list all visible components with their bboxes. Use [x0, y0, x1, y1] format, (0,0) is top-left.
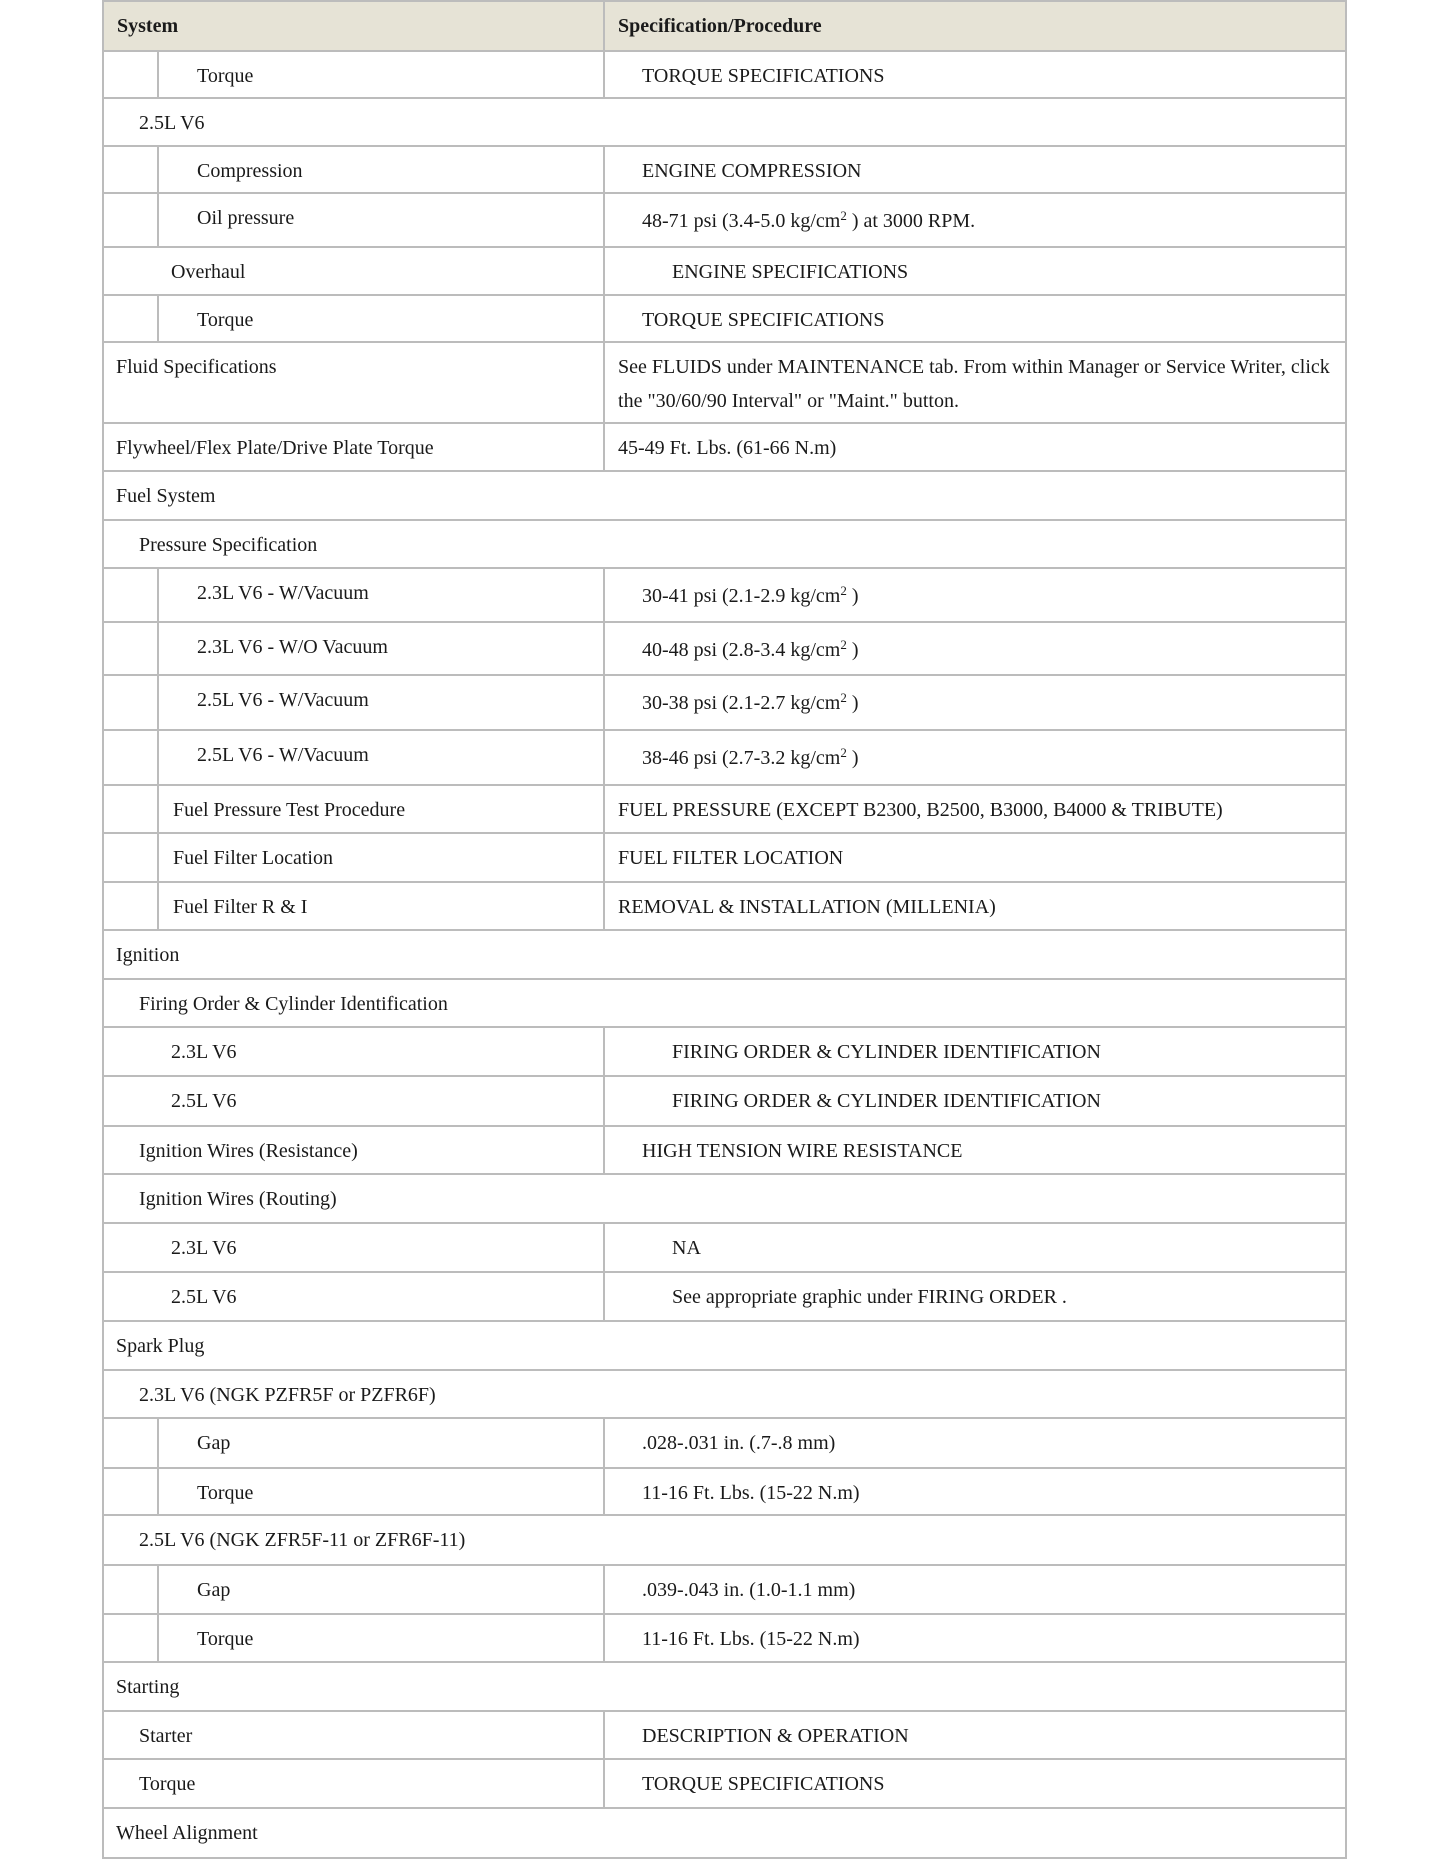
specification-cell	[604, 730, 1346, 785]
system-label: 2.3L V6 - W/O Vacuum	[197, 636, 388, 658]
system-label: Ignition	[116, 944, 180, 966]
system-label: Gap	[197, 1432, 231, 1454]
table-row	[103, 423, 1346, 471]
system-cell	[103, 1515, 1346, 1565]
table-row	[103, 568, 1346, 622]
system-cell	[103, 930, 1346, 979]
system-cell	[103, 1223, 604, 1272]
system-label: Torque	[197, 1628, 254, 1650]
spec-text: 45-49 Ft. Lbs. (61-66 N.m)	[618, 437, 837, 459]
specification-cell	[604, 1614, 1346, 1662]
system-label: Pressure Specification	[139, 534, 318, 556]
system-cell	[103, 1370, 1346, 1418]
indent-cell	[103, 730, 158, 785]
system-cell	[103, 1126, 604, 1174]
spec-text: 40-48 psi (2.8-3.4 kg/cm	[642, 639, 841, 661]
specification-cell	[604, 1565, 1346, 1614]
table-row	[103, 1565, 1346, 1614]
spec-text-suffix: )	[846, 585, 859, 607]
specification-cell	[604, 675, 1346, 730]
specification-cell	[604, 193, 1346, 247]
superscript: 2	[840, 208, 847, 223]
table-row	[103, 520, 1346, 568]
system-cell	[103, 1662, 1346, 1711]
table-row	[103, 1515, 1346, 1565]
spec-text: FIRING ORDER & CYLINDER IDENTIFICATION	[672, 1090, 1101, 1112]
spec-text: REMOVAL & INSTALLATION (MILLENIA)	[618, 896, 996, 918]
system-label: Fuel Pressure Test Procedure	[173, 799, 406, 821]
spec-text: FUEL FILTER LOCATION	[618, 847, 844, 869]
system-label: Torque	[139, 1773, 196, 1795]
spec-text: See FLUIDS under MAINTENANCE tab. From within Manager or Service Writer, click the "30/60/90 Interval" or "Maint." button.	[618, 356, 1330, 412]
system-cell	[158, 730, 604, 785]
specification-cell	[604, 1272, 1346, 1321]
indent-cell	[103, 785, 158, 833]
system-label: Overhaul	[171, 261, 246, 283]
spec-text: 38-46 psi (2.7-3.2 kg/cm	[642, 747, 841, 769]
system-label: 2.3L V6	[171, 1041, 237, 1063]
superscript: 2	[840, 583, 847, 598]
system-cell	[158, 1614, 604, 1662]
spec-text: .039-.043 in. (1.0-1.1 mm)	[642, 1579, 856, 1601]
spec-text: NA	[672, 1237, 701, 1259]
spec-text-suffix: )	[846, 639, 859, 661]
system-cell	[158, 295, 604, 342]
specification-table	[102, 0, 1347, 1859]
specification-cell	[604, 423, 1346, 471]
table-row	[103, 471, 1346, 520]
spec-text: See appropriate graphic under FIRING ORDER .	[672, 1286, 1067, 1308]
system-cell	[103, 98, 1346, 146]
table-row	[103, 675, 1346, 730]
system-label: Starter	[139, 1725, 193, 1747]
table-row	[103, 1272, 1346, 1321]
table-row	[103, 1076, 1346, 1126]
table-row	[103, 979, 1346, 1027]
system-cell	[103, 471, 1346, 520]
table-row	[103, 193, 1346, 247]
specification-cell	[604, 622, 1346, 675]
system-column-header: System	[103, 1, 604, 51]
table-row	[103, 785, 1346, 833]
superscript: 2	[840, 745, 847, 760]
specification-cell	[604, 295, 1346, 342]
system-cell	[158, 785, 604, 833]
indent-cell	[103, 833, 158, 882]
spec-text-suffix: )	[846, 692, 859, 714]
spec-text: ENGINE COMPRESSION	[642, 160, 862, 182]
system-cell	[158, 51, 604, 98]
specification-cell	[604, 568, 1346, 622]
system-cell	[103, 342, 604, 423]
system-cell	[103, 1272, 604, 1321]
system-cell	[103, 1711, 604, 1759]
table-row	[103, 1614, 1346, 1662]
specification-cell	[604, 146, 1346, 193]
system-label: 2.3L V6	[171, 1237, 237, 1259]
system-cell	[103, 1808, 1346, 1858]
table-row	[103, 622, 1346, 675]
spec-text: 11-16 Ft. Lbs. (15-22 N.m)	[642, 1482, 860, 1504]
system-cell	[158, 675, 604, 730]
system-label: Fuel Filter R & I	[173, 896, 308, 918]
table-row	[103, 1418, 1346, 1468]
system-cell	[158, 622, 604, 675]
table-row	[103, 342, 1346, 423]
system-label: 2.5L V6	[171, 1286, 237, 1308]
system-label: 2.3L V6 (NGK PZFR5F or PZFR6F)	[139, 1384, 436, 1406]
system-label: Compression	[197, 160, 303, 182]
specification-cell	[604, 51, 1346, 98]
indent-cell	[103, 568, 158, 622]
system-label: Flywheel/Flex Plate/Drive Plate Torque	[116, 437, 434, 459]
system-label: 2.5L V6	[171, 1090, 237, 1112]
system-cell	[158, 833, 604, 882]
table-row	[103, 882, 1346, 930]
specification-cell	[604, 833, 1346, 882]
system-label: Torque	[197, 309, 254, 331]
system-label: Firing Order & Cylinder Identification	[139, 993, 448, 1015]
specification-cell	[604, 1468, 1346, 1515]
spec-text: TORQUE SPECIFICATIONS	[642, 309, 885, 331]
table-row	[103, 295, 1346, 342]
table-body	[103, 51, 1346, 1858]
spec-text: .028-.031 in. (.7-.8 mm)	[642, 1432, 836, 1454]
indent-cell	[103, 146, 158, 193]
table-row	[103, 1027, 1346, 1076]
system-cell	[103, 1759, 604, 1808]
specification-cell	[604, 882, 1346, 930]
specification-column-header: Specification/Procedure	[604, 1, 1346, 51]
system-cell	[158, 1468, 604, 1515]
specification-cell	[604, 1759, 1346, 1808]
indent-cell	[103, 1468, 158, 1515]
table-row	[103, 833, 1346, 882]
specification-cell	[604, 1027, 1346, 1076]
spec-text: FIRING ORDER & CYLINDER IDENTIFICATION	[672, 1041, 1101, 1063]
spec-text: 30-38 psi (2.1-2.7 kg/cm	[642, 692, 841, 714]
system-cell	[158, 882, 604, 930]
table-row	[103, 1126, 1346, 1174]
specification-cell	[604, 247, 1346, 295]
indent-cell	[103, 1418, 158, 1468]
system-label: 2.5L V6	[139, 112, 205, 134]
spec-text: 11-16 Ft. Lbs. (15-22 N.m)	[642, 1628, 860, 1650]
system-label: Fuel System	[116, 485, 216, 507]
specification-cell	[604, 785, 1346, 833]
indent-cell	[103, 622, 158, 675]
spec-text: DESCRIPTION & OPERATION	[642, 1725, 909, 1747]
system-cell	[103, 423, 604, 471]
indent-cell	[103, 675, 158, 730]
table-row	[103, 730, 1346, 785]
table-row	[103, 247, 1346, 295]
system-label: Wheel Alignment	[116, 1822, 258, 1844]
table-row	[103, 1223, 1346, 1272]
indent-cell	[103, 882, 158, 930]
system-cell	[158, 1418, 604, 1468]
indent-cell	[103, 295, 158, 342]
table-row	[103, 1370, 1346, 1418]
spec-text-suffix: )	[846, 747, 859, 769]
spec-text-suffix: ) at 3000 RPM.	[846, 210, 976, 232]
system-label: Torque	[197, 1482, 254, 1504]
superscript: 2	[840, 690, 847, 705]
system-cell	[158, 146, 604, 193]
system-cell	[103, 1076, 604, 1126]
system-cell	[103, 979, 1346, 1027]
table-row	[103, 146, 1346, 193]
system-label: 2.5L V6 (NGK ZFR5F-11 or ZFR6F-11)	[139, 1529, 466, 1551]
system-label: Gap	[197, 1579, 231, 1601]
table-row	[103, 1321, 1346, 1370]
spec-text: HIGH TENSION WIRE RESISTANCE	[642, 1140, 963, 1162]
table-row	[103, 1808, 1346, 1858]
system-label: Starting	[116, 1676, 180, 1698]
indent-cell	[103, 193, 158, 247]
system-label: Fuel Filter Location	[173, 847, 333, 869]
table-row	[103, 930, 1346, 979]
specification-cell	[604, 1711, 1346, 1759]
system-label: 2.5L V6 - W/Vacuum	[197, 689, 369, 711]
spec-text: 48-71 psi (3.4-5.0 kg/cm	[642, 210, 841, 232]
system-cell	[103, 1027, 604, 1076]
spec-text: ENGINE SPECIFICATIONS	[672, 261, 909, 283]
indent-cell	[103, 1565, 158, 1614]
specification-cell	[604, 1126, 1346, 1174]
system-cell	[103, 520, 1346, 568]
system-cell	[158, 568, 604, 622]
superscript: 2	[840, 637, 847, 652]
system-cell	[103, 247, 604, 295]
system-cell	[103, 1174, 1346, 1223]
table-row	[103, 98, 1346, 146]
indent-cell	[103, 1614, 158, 1662]
system-label: Oil pressure	[197, 207, 295, 229]
system-label: 2.3L V6 - W/Vacuum	[197, 582, 369, 604]
table-row	[103, 1759, 1346, 1808]
specification-cell	[604, 1418, 1346, 1468]
system-label: Spark Plug	[116, 1335, 205, 1357]
spec-text: TORQUE SPECIFICATIONS	[642, 65, 885, 87]
system-cell	[158, 1565, 604, 1614]
table-row	[103, 51, 1346, 98]
system-cell	[103, 1321, 1346, 1370]
system-label: Ignition Wires (Resistance)	[139, 1140, 358, 1162]
table-row	[103, 1174, 1346, 1223]
system-label: Ignition Wires (Routing)	[139, 1188, 337, 1210]
system-cell	[158, 193, 604, 247]
spec-text: FUEL PRESSURE (EXCEPT B2300, B2500, B3000, B4000 & TRIBUTE)	[618, 799, 1223, 821]
system-label: Fluid Specifications	[116, 356, 277, 378]
table-header-row	[103, 1, 1346, 51]
system-label: Torque	[197, 65, 254, 87]
indent-cell	[103, 51, 158, 98]
specification-cell	[604, 1076, 1346, 1126]
spec-text: 30-41 psi (2.1-2.9 kg/cm	[642, 585, 841, 607]
system-label: 2.5L V6 - W/Vacuum	[197, 744, 369, 766]
table-row	[103, 1711, 1346, 1759]
specification-cell	[604, 1223, 1346, 1272]
spec-text: TORQUE SPECIFICATIONS	[642, 1773, 885, 1795]
table-row	[103, 1662, 1346, 1711]
table-row	[103, 1468, 1346, 1515]
specification-cell	[604, 342, 1346, 423]
